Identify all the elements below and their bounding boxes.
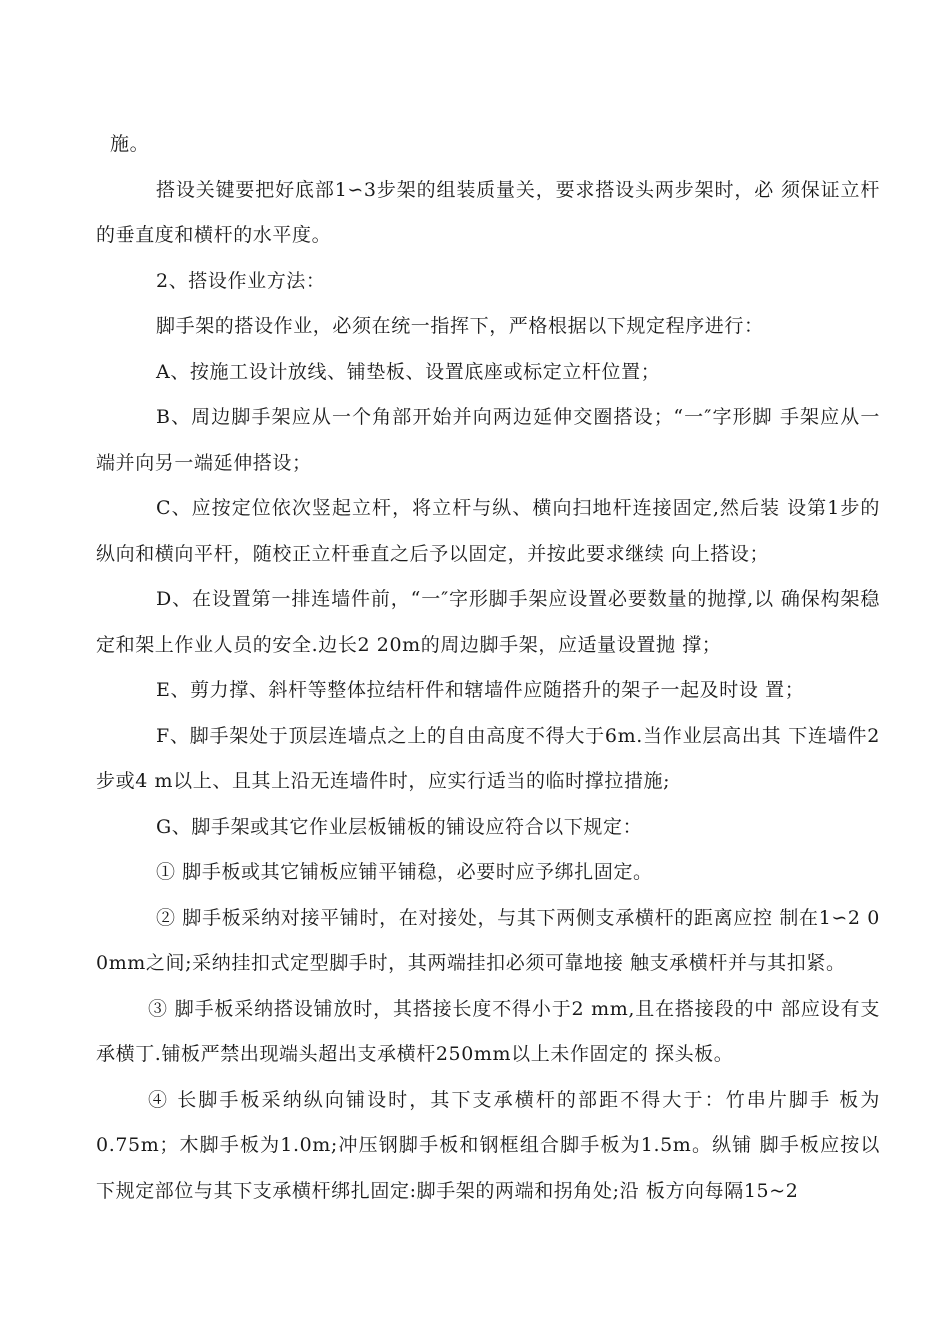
sub-item-4: ④ 长脚手板采纳纵向铺设时，其下支承横杆的部距不得大于：竹串片脚手 板为0.75m；木脚手板为1.0m;冲压钢脚手板和钢框组合脚手板为1.5m。纵铺 脚手板应按以下规定部位与其下支承横杆绑扎固定:脚手架的两端和拐角处;沿 板方向每隔15~2 [96,1088,880,1202]
list-item-c: C、应按定位依次竖起立杆，将立杆与纵、横向扫地杆连接固定,然后装 设第1步的纵向和横向平杆，随校正立杆垂直之后予以固定，并按此要求继续 向上搭设； [96,497,880,565]
section-heading-method: 2、搭设作业方法： [156,269,326,292]
sub-item-1: ① 脚手板或其它铺板应铺平铺稳，必要时应予绑扎固定。 [156,861,653,883]
paragraph-procedure-intro: 脚手架的搭设作业，必须在统一指挥下，严格根据以下规定程序进行： [156,315,764,337]
paragraph-continuation: 施。 [110,133,150,155]
list-item-a: A、按施工设计放线、铺垫板、设置底座或标定立杆位置； [156,360,661,383]
list-item-b: B、周边脚手架应从一个角部开始并向两边延伸交圈搭设；“一″字形脚 手架应从一端并向另一端延伸搭设； [96,406,880,474]
list-item-f: F、脚手架处于顶层连墙点之上的自由高度不得大于6m.当作业层高出其 下连墙件2步或4 m以上、且其上沿无连墙件时，应实行适当的临时撑拉措施; [96,724,880,792]
list-item-e: E、剪力撑、斜杆等整体拉结杆件和辖墙件应随搭升的架子一起及时设 置； [156,679,805,701]
document-body [96,122,880,1214]
list-item-d: D、在设置第一排连墙件前，“一″字形脚手架应设置必要数量的抛撑,以 确保构架稳定和架上作业人员的安全.边长2 20m的周边脚手架，应适量设置抛 撑； [96,588,880,656]
sub-item-2: ② 脚手板采纳对接平铺时，在对接处，与其下两侧支承横杆的距离应控 制在1∽2 0 0mm之间;采纳挂扣式定型脚手时，其两端挂扣必须可靠地接 触支承横杆并与其扣紧。 [96,906,880,974]
sub-item-3: ③ 脚手板采纳搭设铺放时，其搭接长度不得小于2 mm,且在搭接段的中 部应设有支承横丁.铺板严禁出现端头超出支承横杆250mm以上未作固定的 探头板。 [96,997,880,1065]
paragraph-key-points: 搭设关键要把好底部1∽3步架的组装质量关，要求搭设头两步架时，必 须保证立杆的垂直度和横杆的水平度。 [96,178,880,246]
list-item-g: G、脚手架或其它作业层板铺板的铺设应符合以下规定： [156,815,643,838]
